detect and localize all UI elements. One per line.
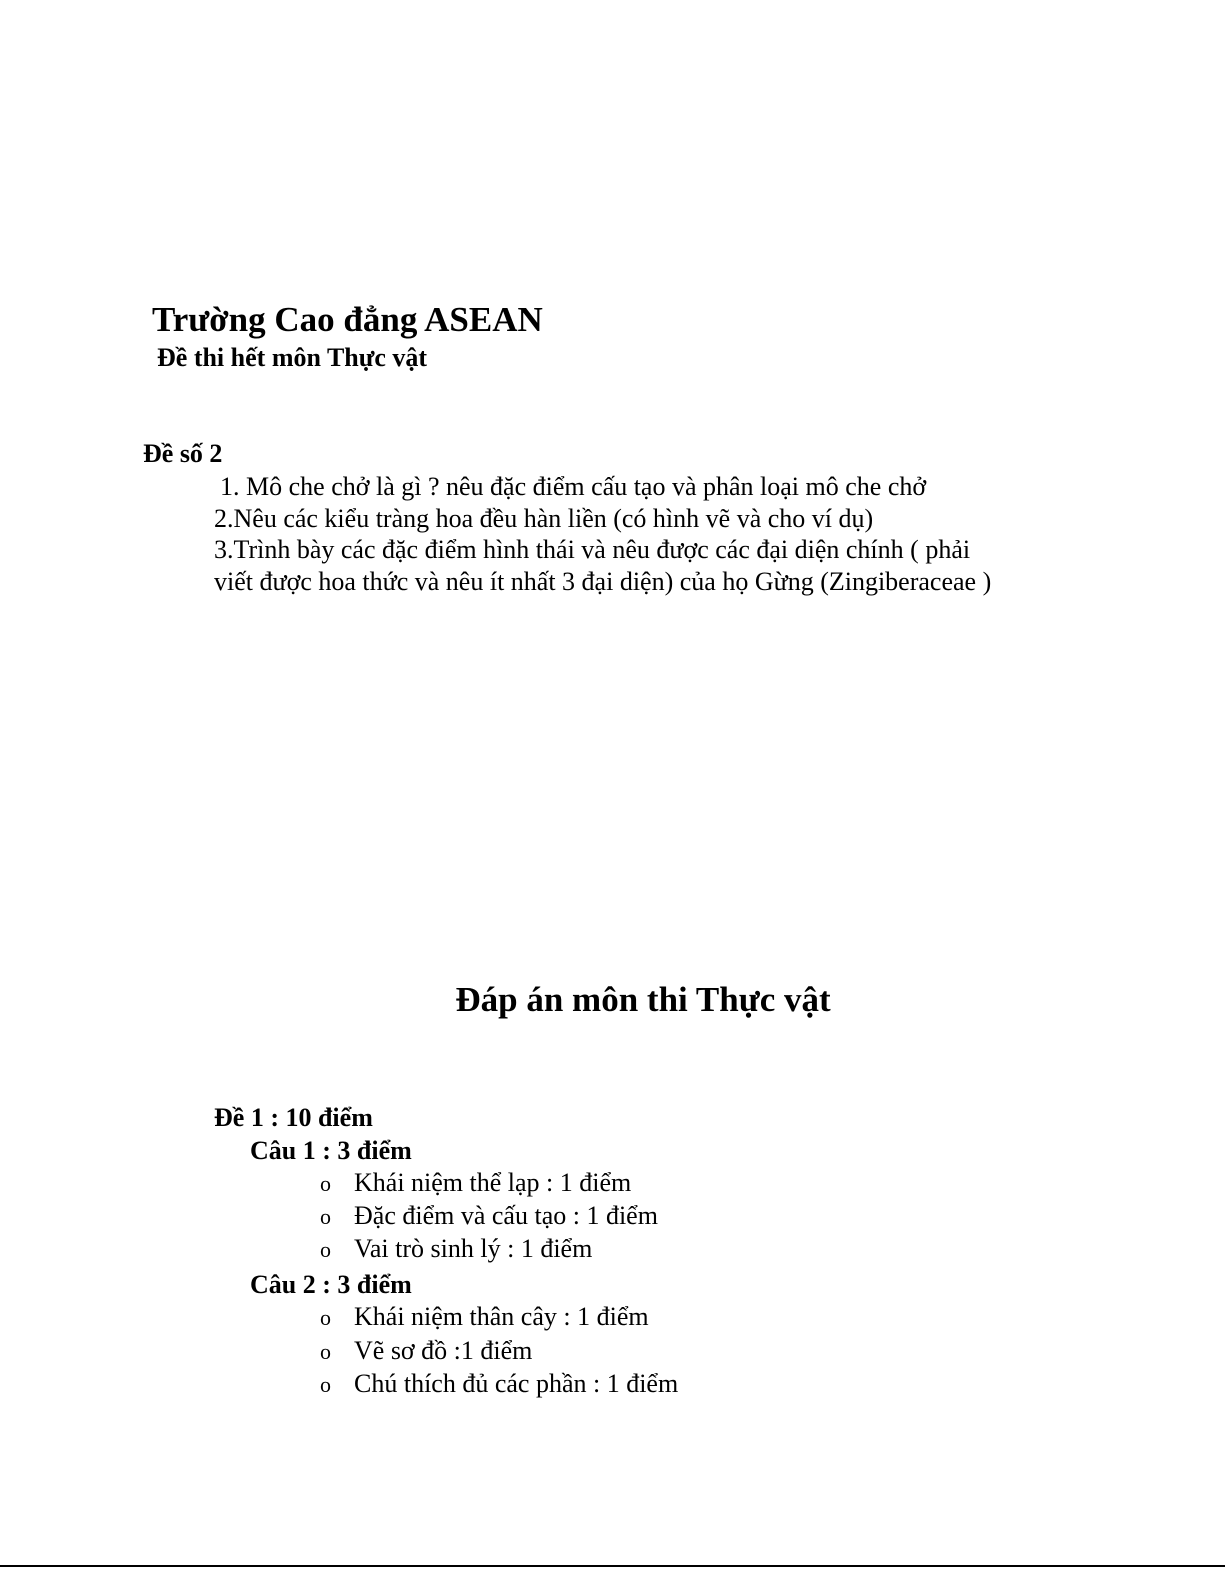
answer-key-title: Đáp án môn thi Thực vật <box>455 980 831 1019</box>
answer-question-1-heading: Câu 1 : 3 điểm <box>250 1136 412 1165</box>
list-item-text: Khái niệm thể lạp : 1 điểm <box>354 1168 632 1197</box>
list-item <box>320 1369 678 1399</box>
exam-question-3-line-1: 3.Trình bày các đặc điểm hình thái và nêu được các đại diện chính ( phải <box>214 535 971 564</box>
circle-bullet-icon: o <box>320 1372 331 1397</box>
circle-bullet-icon: o <box>320 1237 331 1262</box>
list-item <box>320 1201 658 1231</box>
exam-question-2: 2.Nêu các kiểu tràng hoa đều hàn liền (có hình vẽ và cho ví dụ) <box>214 504 874 533</box>
list-item <box>320 1336 532 1366</box>
answer-section-heading: Đề 1 : 10 điểm <box>214 1103 373 1132</box>
list-item-text: Chú thích đủ các phần : 1 điểm <box>354 1369 679 1398</box>
list-item-text: Đặc điểm và cấu tạo : 1 điểm <box>354 1201 658 1230</box>
list-item <box>320 1234 592 1264</box>
school-title: Trường Cao đẳng ASEAN <box>152 300 543 339</box>
answer-question-2-heading: Câu 2 : 3 điểm <box>250 1270 412 1299</box>
circle-bullet-icon: o <box>320 1171 331 1196</box>
page-divider <box>0 1565 1225 1567</box>
list-item-text: Khái niệm thân cây : 1 điểm <box>354 1302 649 1331</box>
circle-bullet-icon: o <box>320 1339 331 1364</box>
exam-question-1: 1. Mô che chở là gì ? nêu đặc điểm cấu tạo và phân loại mô che chở <box>220 472 927 501</box>
exam-question-3-line-2: viết được hoa thức và nêu ít nhất 3 đại diện) của họ Gừng (Zingiberaceae ) <box>214 567 992 596</box>
circle-bullet-icon: o <box>320 1305 331 1330</box>
circle-bullet-icon: o <box>320 1204 331 1229</box>
exam-number: Đề số 2 <box>143 439 223 468</box>
list-item <box>320 1302 649 1332</box>
list-item-text: Vẽ sơ đồ :1 điểm <box>354 1336 533 1365</box>
list-item-text: Vai trò sinh lý : 1 điểm <box>354 1234 593 1263</box>
exam-subtitle: Đề thi hết môn Thực vật <box>157 343 428 372</box>
list-item <box>320 1168 631 1198</box>
